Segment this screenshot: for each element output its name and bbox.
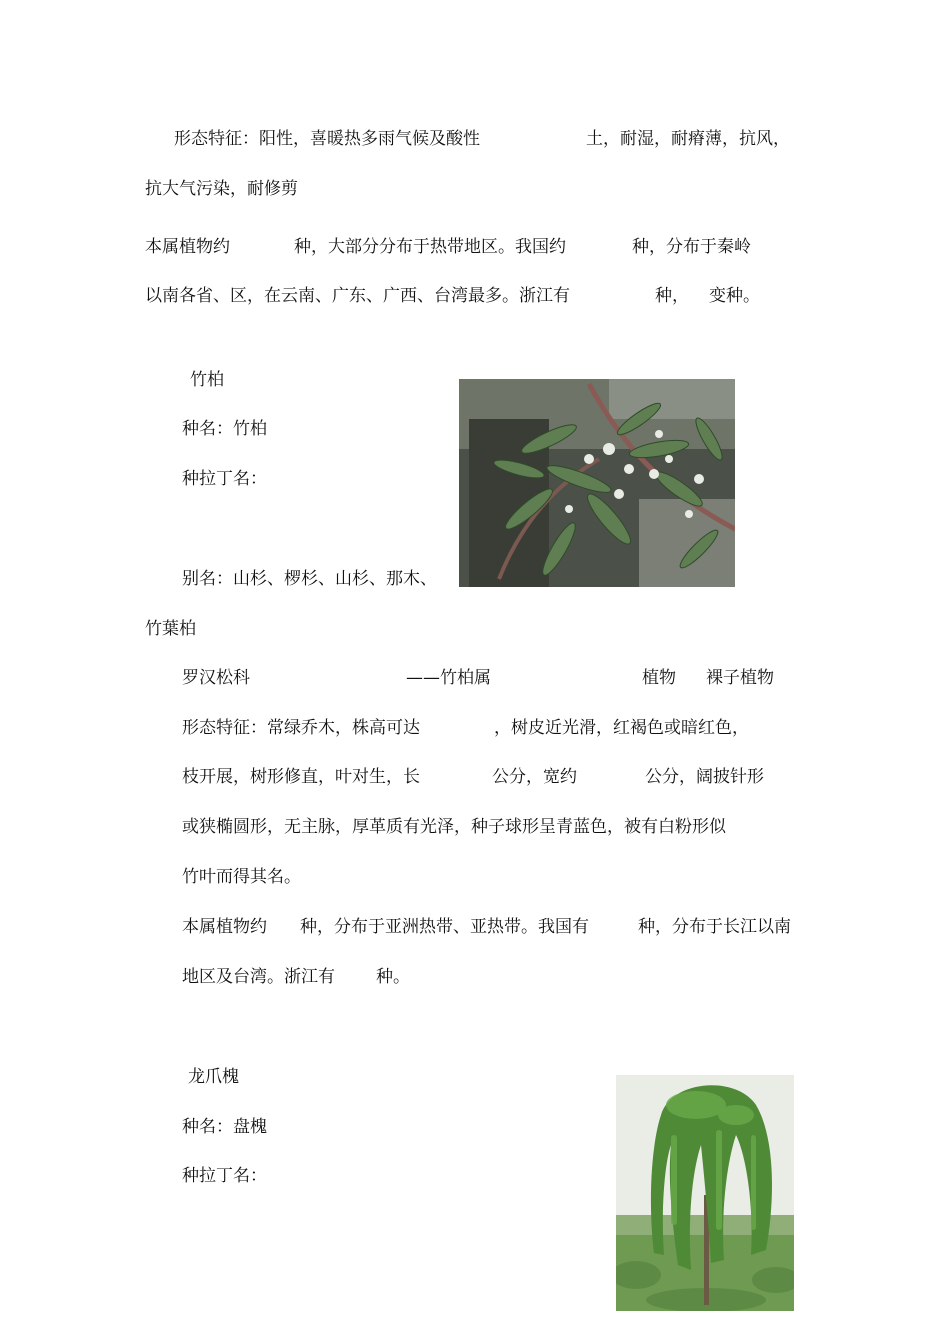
zhubai-genus: ——竹柏属 [406, 668, 491, 688]
zhubai-morph-1a: 形态特征：常绿乔木，株高可达 [182, 718, 420, 738]
zhubai-photo [459, 379, 735, 587]
zhubai-dist-2b: 种。 [376, 967, 410, 987]
distribution-line-1a: 本属植物约 [145, 237, 230, 257]
zhubai-latin-name: 种拉丁名： [182, 469, 267, 489]
zhubai-alias-1: 别名：山杉、椤杉、山杉、那木、 [182, 569, 437, 589]
zhubai-family: 罗汉松科 [182, 668, 250, 688]
distribution-line-1b: 种，大部分分布于热带地区。我国约 [294, 237, 566, 257]
zhubai-species-name: 种名：竹柏 [182, 419, 267, 439]
longzhaohuai-title: 龙爪槐 [188, 1067, 239, 1087]
zhubai-morph-2a: 枝开展，树形修直，叶对生，长 [182, 767, 420, 787]
zhubai-morph-1b: ，树皮近光滑，红褐色或暗红色， [494, 718, 749, 738]
zhubai-morph-2b: 公分，宽约 [492, 767, 577, 787]
morphology-line-1a: 形态特征：阳性，喜暖热多雨气候及酸性 [174, 129, 480, 149]
zhubai-gymnosperm: 裸子植物 [706, 668, 774, 688]
zhubai-dist-1a: 本属植物约 [182, 917, 267, 937]
longzhaohuai-species-name: 种名：盘槐 [182, 1117, 267, 1137]
zhubai-dist-2a: 地区及台湾。浙江有 [182, 967, 335, 987]
longzhaohuai-latin-name: 种拉丁名： [182, 1166, 267, 1186]
zhubai-morph-2c: 公分，阔披针形 [645, 767, 764, 787]
zhubai-dist-1c: 种，分布于长江以南 [638, 917, 791, 937]
longzhaohuai-photo [616, 1075, 794, 1311]
zhubai-morph-3: 或狭椭圆形，无主脉，厚革质有光泽，种子球形呈青蓝色，被有白粉形似 [182, 817, 726, 837]
distribution-line-2c: 变种。 [709, 286, 760, 306]
zhubai-alias-2: 竹葉柏 [145, 619, 196, 639]
distribution-line-1c: 种，分布于秦岭 [632, 237, 751, 257]
distribution-line-2b: 种， [655, 286, 689, 306]
morphology-line-1b: 土，耐湿，耐瘠薄，抗风， [586, 129, 790, 149]
zhubai-morph-4: 竹叶而得其名。 [182, 867, 301, 887]
zhubai-dist-1b: 种，分布于亚洲热带、亚热带。我国有 [300, 917, 589, 937]
zhubai-title: 竹柏 [190, 370, 224, 390]
morphology-line-2: 抗大气污染，耐修剪 [145, 179, 298, 199]
zhubai-plant: 植物 [642, 668, 676, 688]
distribution-line-2a: 以南各省、区，在云南、广东、广西、台湾最多。浙江有 [145, 286, 570, 306]
